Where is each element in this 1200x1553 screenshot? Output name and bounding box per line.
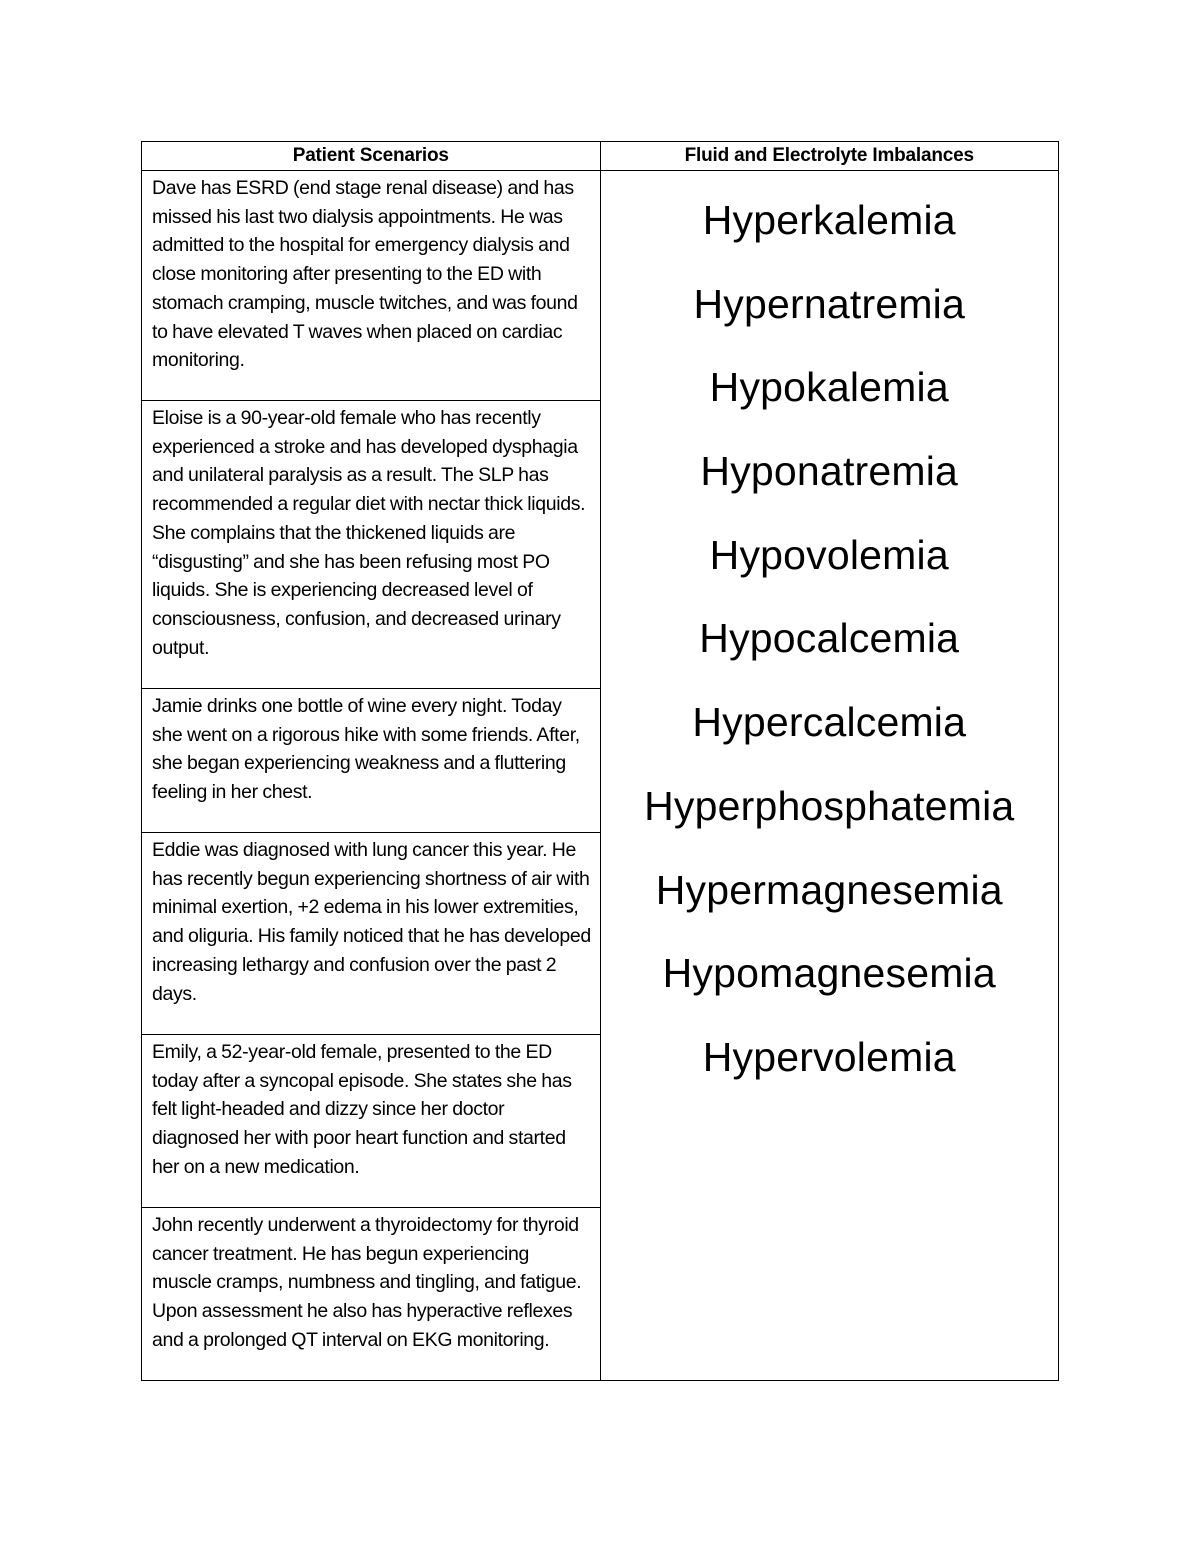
header-patient-scenarios: Patient Scenarios	[142, 142, 601, 171]
scenario-text: Jamie drinks one bottle of wine every night. Today she went on a rigorous hike with some friends. After, she began experiencing weakness and a fluttering feeling in her chest.	[152, 695, 580, 804]
scenario-cell-eloise	[142, 401, 601, 689]
imbalance-item: Hypomagnesemia	[662, 950, 996, 997]
header-fluid-electrolyte-imbalances: Fluid and Electrolyte Imbalances	[600, 142, 1059, 171]
imbalance-item: Hypercalcemia	[692, 699, 967, 746]
imbalance-item: Hypernatremia	[693, 280, 965, 327]
imbalances-cell	[600, 171, 1059, 1381]
scenario-cell-eddie	[142, 833, 601, 1035]
imbalance-item: Hyperkalemia	[702, 197, 956, 243]
scenario-cell-dave	[142, 171, 601, 401]
matching-table	[141, 141, 1059, 1381]
imbalance-item: Hyperphosphatemia	[644, 782, 1015, 829]
scenario-text: Eloise is a 90-year-old female who has recently experienced a stroke and has developed dysphagia and unilateral paralysis as a result. The SLP has recommended a regular diet with nectar thick liquids. She complains that the thickened liquids are “disgusting” and she has been refusing most PO liquids. She is experiencing decreased level of consciousness, confusion, and decreased urinary output.	[152, 407, 586, 659]
imbalance-item: Hypervolemia	[702, 1033, 956, 1080]
imbalance-item: Hyponatremia	[700, 448, 959, 495]
scenario-text: Emily, a 52-year-old female, presented to the ED today after a syncopal episode. She states she has felt light-headed and dizzy since her doctor diagnosed her with poor heart function and started her on a new medication.	[152, 1041, 572, 1178]
scenario-text: Dave has ESRD (end stage renal disease) and has missed his last two dialysis appointments. He was admitted to the hospital for emergency dialysis and close monitoring after presenting to the ED with stomach cramping, muscle twitches, and was found to have elevated T waves when placed on cardiac monitoring.	[152, 177, 578, 372]
table-row	[142, 171, 1059, 401]
scenario-cell-emily	[142, 1035, 601, 1208]
imbalance-item: Hypocalcemia	[699, 615, 960, 662]
scenario-cell-jamie	[142, 689, 601, 833]
scenario-cell-john	[142, 1208, 601, 1381]
imbalance-list	[601, 171, 1059, 1100]
scenario-text: John recently underwent a thyroidectomy for thyroid cancer treatment. He has begun experiencing muscle cramps, numbness and tingling, and fatigue. Upon assessment he also has hyperactive reflexes and a prolonged QT interval on EKG monitoring.	[152, 1214, 582, 1351]
header-row	[142, 142, 1059, 171]
imbalance-item: Hypokalemia	[709, 364, 949, 411]
imbalance-item: Hypovolemia	[709, 531, 949, 578]
scenario-text: Eddie was diagnosed with lung cancer this year. He has recently begun experiencing shortness of air with minimal exertion, +2 edema in his lower extremities, and oliguria. His family noticed that he has developed increasing lethargy and confusion over the past 2 days.	[152, 839, 591, 1005]
imbalance-item: Hypermagnesemia	[655, 866, 1003, 913]
